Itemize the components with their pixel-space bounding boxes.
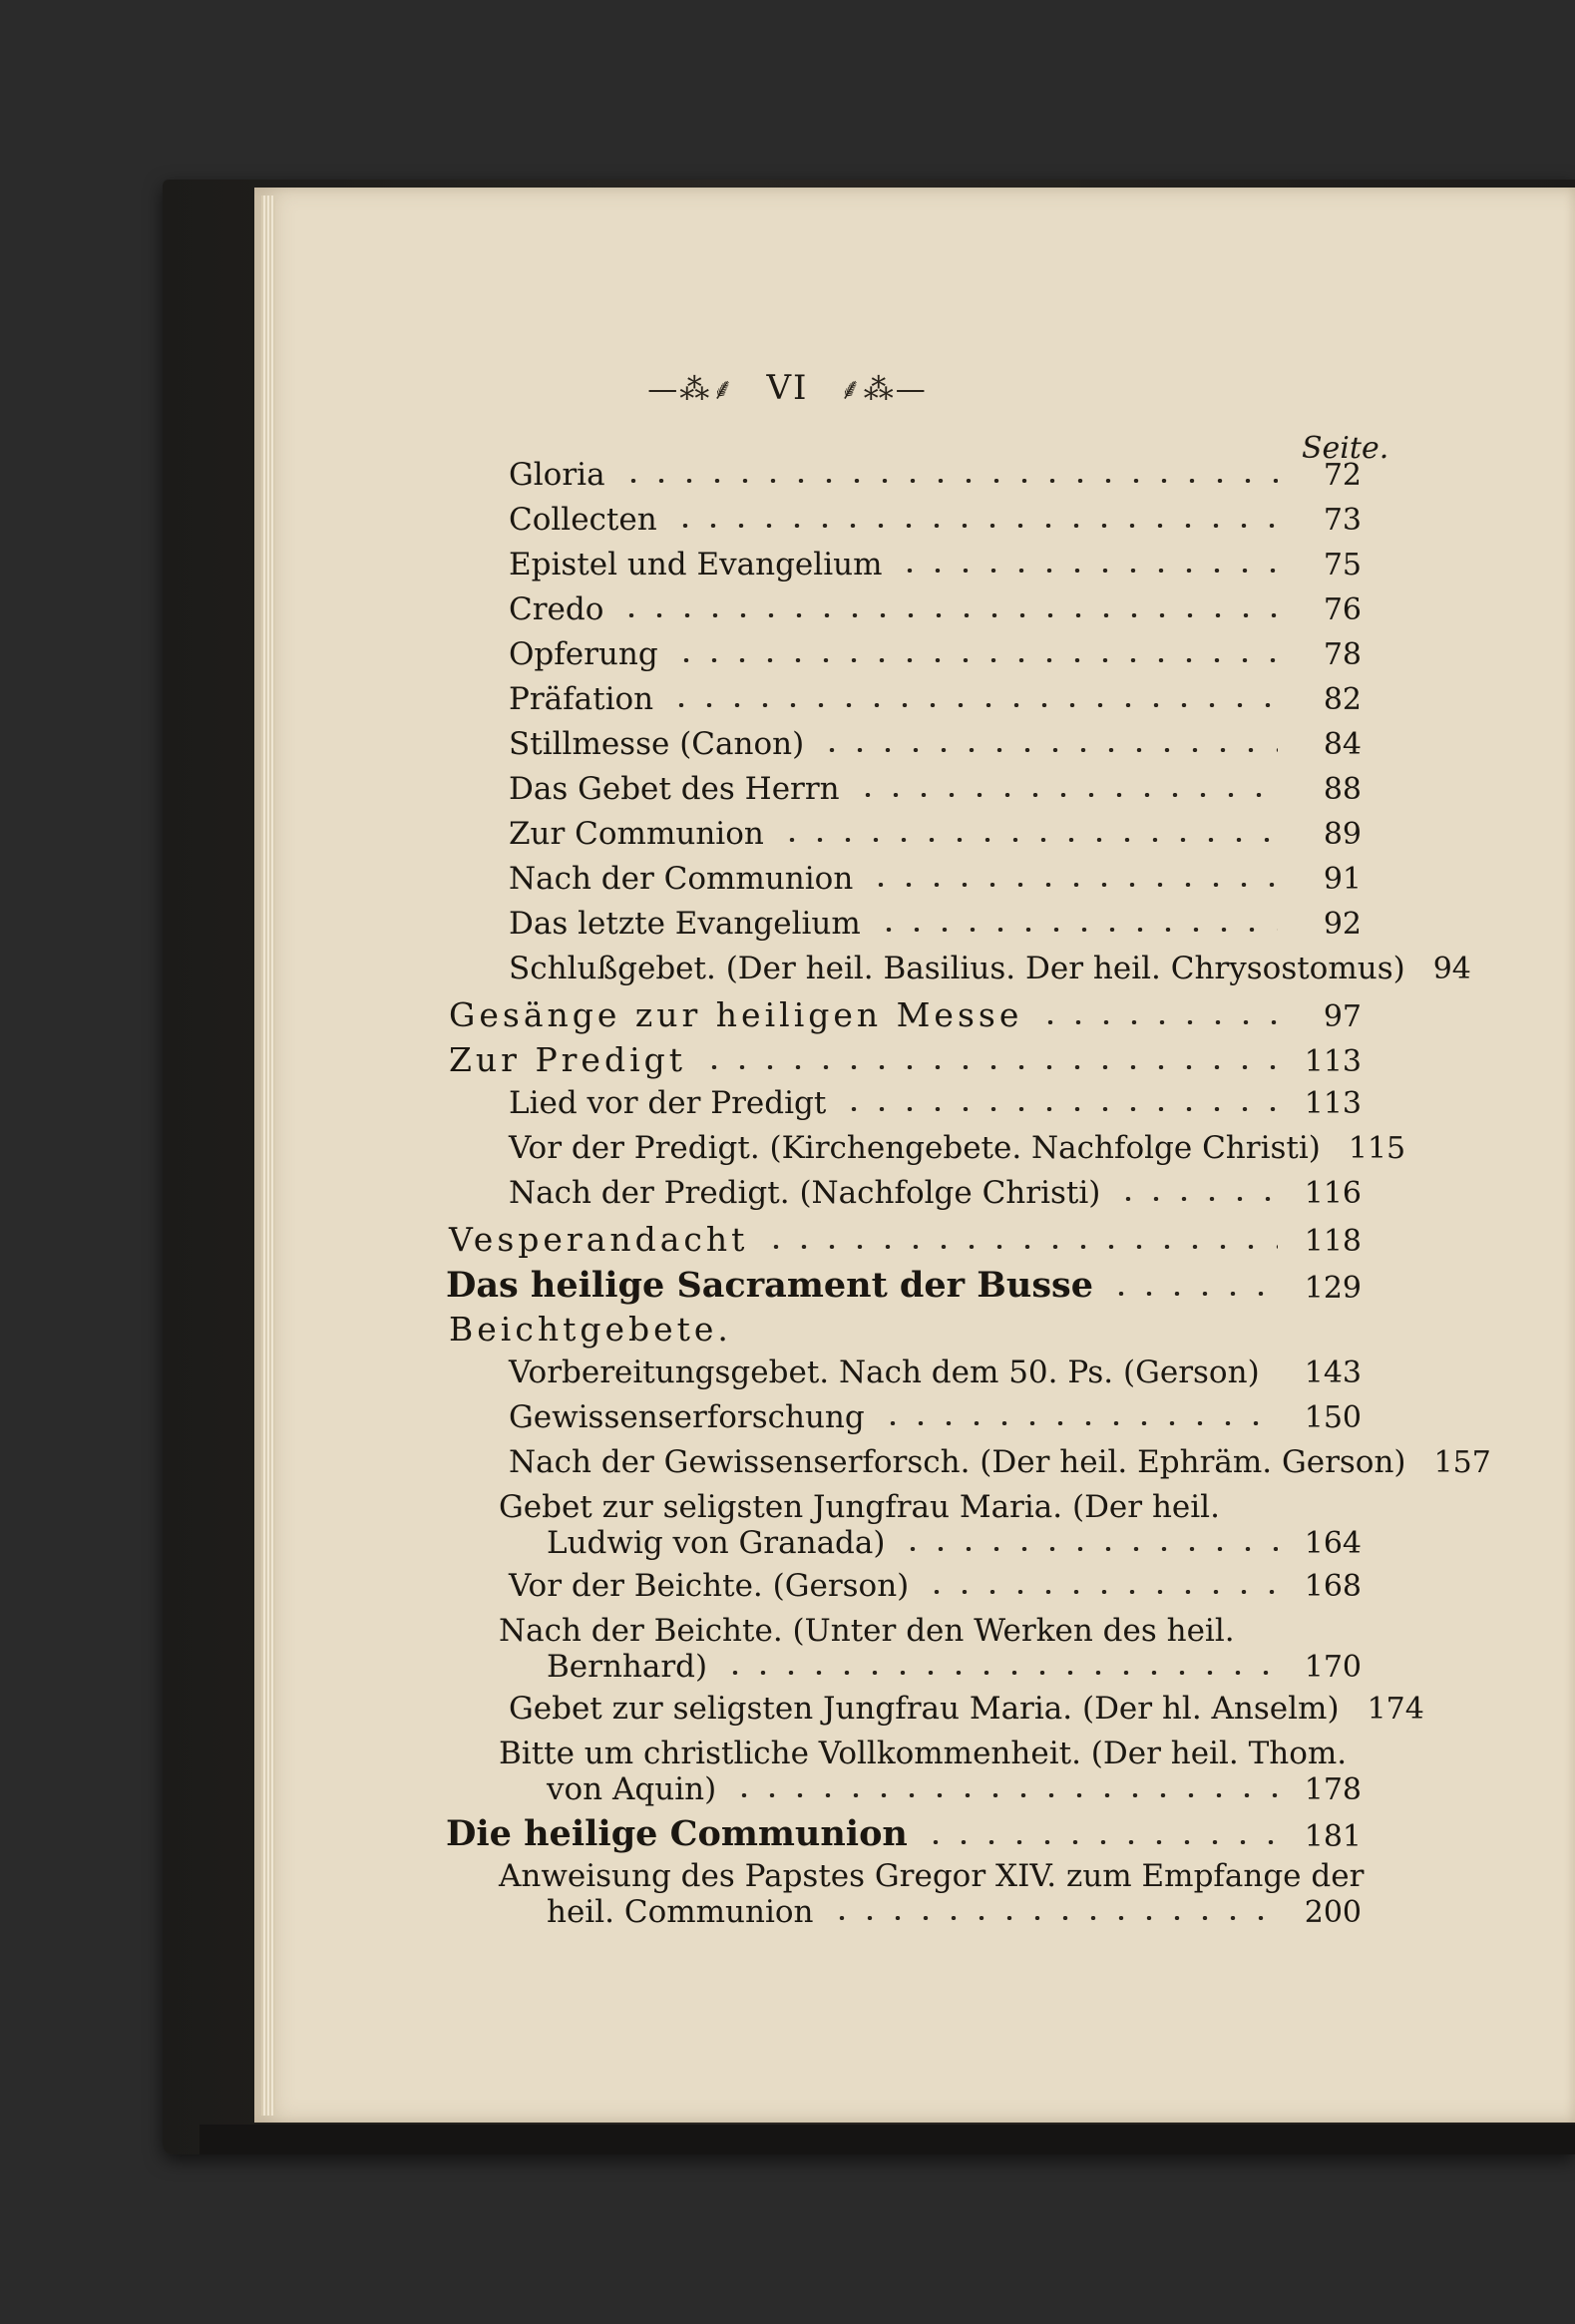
toc-entry-title: Vorbereitungsgebet. Nach dem 50. Ps. (Gerson) [509,1355,1260,1390]
toc-entry-page: 113 [1304,1086,1362,1121]
page-numeral: VI [766,368,809,408]
toc-entry-page: 89 [1323,817,1362,852]
toc-entry-title: Opferung [509,636,658,672]
toc-entry [509,861,1362,897]
leader-dots [617,613,1278,617]
toc-entry-page: 78 [1323,637,1362,672]
leader-dots [854,793,1278,797]
toc-entry [499,1736,1362,1807]
toc-entry [509,1130,1406,1166]
toc-entry-title: Nach der Beichte. (Unter den Werken des heil. [499,1613,1235,1649]
toc-entry-page: 92 [1323,907,1362,942]
leader-dots [896,569,1278,573]
toc-entry-title: Lied vor der Predigt [509,1085,827,1121]
toc-entry [509,681,1362,717]
leader-dots [1274,1376,1278,1380]
toc-entry-title: Nach der Gewissenserforsch. (Der heil. Ephräm. Gerson) [509,1444,1406,1480]
toc-entry [449,1220,1362,1259]
toc-entry [446,1265,1362,1306]
toc-entry-title: Das heilige Sacrament der Busse [446,1265,1094,1306]
page-stack-edge [261,195,275,2116]
toc-entry-page: 168 [1304,1569,1362,1604]
toc-entry-title-continued: Ludwig von Granada) [547,1525,886,1561]
toc-entry-title: Schlußgebet. (Der heil. Basilius. Der heil. Chrysostomus) [509,951,1405,986]
leader-dots [1107,1292,1278,1296]
toc-entry [449,995,1362,1034]
leader-dots [840,1107,1278,1111]
toc-entry [509,1399,1362,1435]
toc-entry-page: 129 [1304,1271,1362,1306]
toc-entry-page: 82 [1323,682,1362,717]
toc-entry-page: 200 [1304,1895,1362,1930]
toc-entry-title: Credo [509,591,604,627]
leader-dots [721,1671,1278,1675]
toc-entry-page: 178 [1304,1772,1362,1807]
leader-dots [828,1916,1279,1920]
toc-entry [499,1613,1362,1685]
toc-entry-title: Präfation [509,681,654,717]
toc-entry-title-continued: Bernhard) [547,1649,708,1685]
leader-dots [1114,1197,1278,1201]
toc-entry [449,1310,1362,1349]
toc-entry [509,1444,1491,1480]
toc-entry-page: 91 [1323,862,1362,897]
toc-entry-page: 75 [1323,548,1362,582]
toc-entry-page: 72 [1323,458,1362,493]
toc-entry-page: 143 [1304,1356,1362,1390]
toc-entry-page: 97 [1323,999,1362,1034]
toc-entry-title: Anweisung des Papstes Gregor XIV. zum Empfange der [499,1858,1365,1894]
leader-dots [700,1065,1278,1069]
toc-entry [449,1040,1362,1079]
toc-entry-title: Collecten [509,502,657,538]
toc-entry-title: Bitte um christliche Vollkommenheit. (Der heil. Thom. [499,1736,1348,1771]
leader-dots [923,1590,1278,1594]
toc-entry-page: 76 [1323,592,1362,627]
toc-entry-title: Stillmesse (Canon) [509,726,805,762]
toc-entry [509,771,1362,807]
toc-entry-title: Das letzte Evangelium [509,906,861,942]
toc-entry-title: Nach der Predigt. (Nachfolge Christi) [509,1175,1101,1211]
leader-dots [922,1840,1278,1844]
leader-dots [879,1421,1278,1425]
toc-entry-page: 113 [1304,1044,1362,1079]
leader-dots [619,479,1278,483]
leader-dots [671,524,1278,528]
toc-entry-page: 150 [1304,1400,1362,1435]
page-column-label: Seite. [1302,431,1389,466]
toc-entry-page: 84 [1323,727,1362,762]
toc-entry-page: 88 [1323,772,1362,807]
toc-entry [509,726,1362,762]
toc-entry-page: 181 [1304,1819,1362,1854]
running-head [0,367,1575,408]
leader-dots [867,883,1278,887]
toc-entry-page: 170 [1304,1650,1362,1685]
left-ornament-icon: —⁂⸙ [647,372,736,407]
toc-entry-title: Gebet zur seligsten Jungfrau Maria. (Der heil. [499,1489,1220,1525]
toc-entry-title: Gebet zur seligsten Jungfrau Maria. (Der hl. Anselm) [509,1691,1340,1727]
toc-entry [509,1175,1362,1211]
right-ornament-icon: ⸙⁂— [839,372,928,407]
leader-dots [818,748,1278,752]
toc-entry [499,1489,1362,1561]
toc-entry [446,1813,1362,1854]
leader-dots [875,928,1278,932]
leader-dots [778,838,1278,842]
toc-entry-title: Vor der Predigt. (Kirchengebete. Nachfolge Christi) [509,1130,1321,1166]
toc-entry [509,816,1362,852]
toc-entry-title: Vesperandacht [449,1220,749,1259]
toc-entry-title: Zur Predigt [449,1040,687,1079]
toc-entry-page: 116 [1304,1176,1362,1211]
leader-dots [672,658,1278,662]
cover-edge [199,2125,1575,2154]
toc-entry-title: Das Gebet des Herrn [509,771,840,807]
toc-entry-page: 157 [1433,1445,1491,1480]
toc-entry-line [499,1525,1362,1561]
toc-entry [509,1568,1362,1604]
toc-entry-page: 73 [1323,503,1362,538]
toc-entry [509,547,1362,582]
toc-entry-line [499,1771,1362,1807]
toc-entry [509,1355,1362,1390]
toc-entry-title: Epistel und Evangelium [509,547,883,582]
toc-entry-page: 174 [1367,1692,1424,1727]
toc-entry [509,636,1362,672]
toc-entry [509,951,1471,986]
toc-entry [509,502,1362,538]
toc-entry-page: 115 [1348,1131,1406,1166]
leader-dots [730,1793,1278,1797]
toc-entry-title: Die heilige Communion [446,1813,908,1854]
toc-entry-title: Zur Communion [509,816,764,852]
toc-entry [509,1691,1424,1727]
leader-dots [762,1245,1278,1249]
toc-entry-title: Gesänge zur heiligen Messe [449,995,1023,1034]
leader-dots [899,1547,1278,1551]
toc-entry-title-continued: heil. Communion [547,1894,814,1930]
toc-entry-title: Beichtgebete. [449,1310,732,1349]
toc-entry-title: Gloria [509,457,605,493]
toc-entry [509,906,1362,942]
toc-entry-page: 164 [1304,1526,1362,1561]
toc-entry [509,591,1362,627]
toc-entry-title-continued: von Aquin) [547,1771,717,1807]
toc-entry-line [499,1894,1362,1930]
toc-entry-line [499,1649,1362,1685]
toc-entry-title: Nach der Communion [509,861,854,897]
toc-entry-title: Vor der Beichte. (Gerson) [509,1568,910,1604]
toc-entry [499,1858,1365,1930]
toc-entry-page: 118 [1304,1224,1362,1259]
leader-dots [667,703,1278,707]
toc-entry [509,1085,1362,1121]
leader-dots [1036,1020,1278,1024]
toc-entry [509,457,1362,493]
toc-entry-title: Gewissenserforschung [509,1399,865,1435]
toc-entry-page: 94 [1432,952,1471,986]
